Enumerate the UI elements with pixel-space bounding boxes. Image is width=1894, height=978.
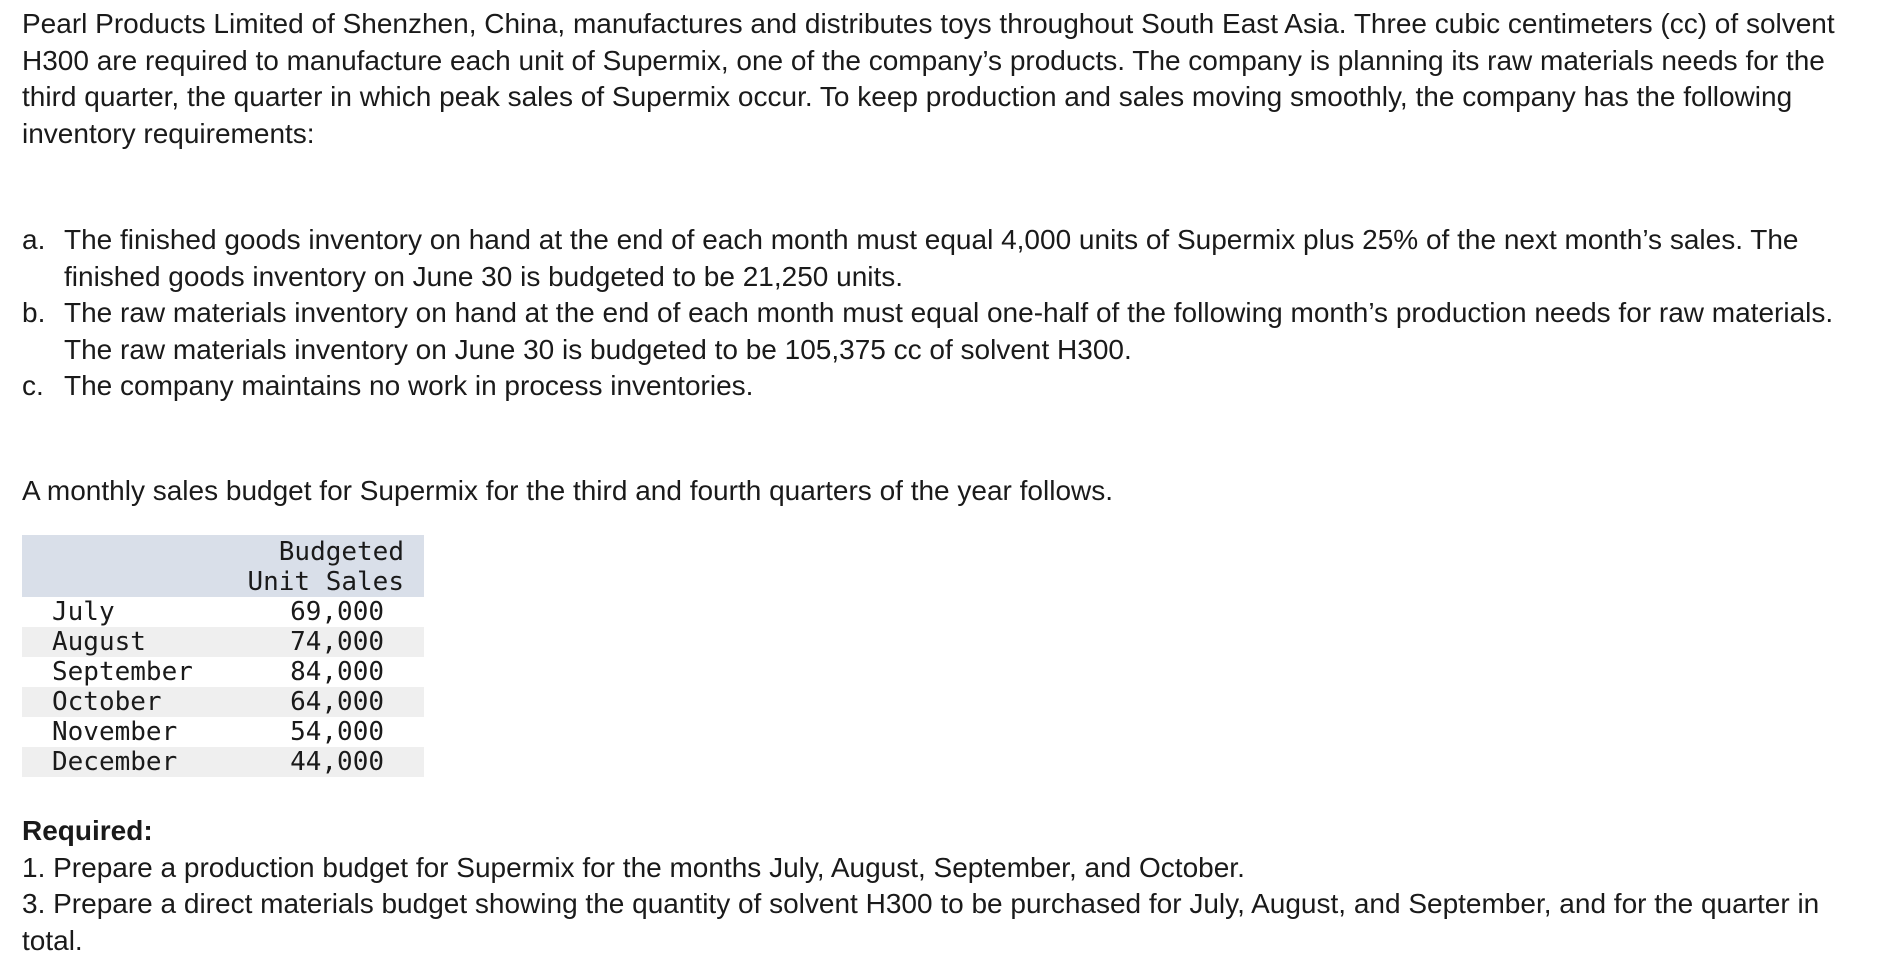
requirement-item-c — [22, 368, 1882, 405]
month-cell: December — [22, 747, 234, 777]
month-cell: October — [22, 687, 234, 717]
header-line: Budgeted — [278, 537, 404, 567]
table-row — [22, 657, 424, 687]
table-row — [22, 627, 424, 657]
value-cell: 64,000 — [234, 687, 424, 717]
table-row — [22, 687, 424, 717]
requirement-text: The finished goods inventory on hand at the end of each month must equal 4,000 units of Supermix plus 25% of the next month’s sales. The finished goods inventory on June 30 is budgeted to be 21,250 units. — [64, 224, 1799, 292]
intro-paragraph: Pearl Products Limited of Shenzhen, China, manufactures and distributes toys throughout South East Asia. Three cubic centimeters (cc) of solvent H300 are required to manufacture each unit of Supermix, one of the company’s products. The company is planning its raw materials needs for the third quarter, the quarter in which peak sales of Supermix occur. To keep production and sales moving smoothly, the company has the following inventory requirements: — [22, 8, 1835, 149]
value-cell: 74,000 — [234, 627, 424, 657]
inventory-requirements-list — [22, 222, 1882, 405]
month-cell: November — [52, 717, 178, 747]
required-item-3: 3. Prepare a direct materials budget showing the quantity of solvent H300 to be purchased for July, August, and September, and for the quarter in total. — [22, 888, 1820, 956]
month-cell: August — [22, 627, 234, 657]
value-cell: 44,000 — [234, 747, 424, 777]
requirement-marker: a. — [22, 224, 46, 255]
table-header-row — [22, 535, 424, 597]
requirement-item-b — [22, 295, 1882, 368]
month-cell: September — [52, 657, 193, 687]
requirement-text: The company maintains no work in process inventories. — [64, 370, 754, 401]
requirement-text: The raw materials inventory on hand at the end of each month must equal one-half of the following month’s production needs for raw materials. The raw materials inventory on June 30 is budgeted to be 105,375 cc of solvent H300. — [64, 297, 1834, 365]
problem-document — [22, 6, 1882, 959]
required-heading: Required: — [22, 815, 153, 846]
requirement-marker: c. — [22, 370, 44, 401]
required-section — [22, 813, 1882, 959]
month-cell: July — [52, 597, 115, 627]
table-row — [22, 717, 424, 747]
table-row — [22, 747, 424, 777]
header-line: Unit Sales — [247, 567, 404, 597]
table-header-blank — [22, 535, 234, 597]
sales-budget-intro: A monthly sales budget for Supermix for the third and fourth quarters of the year follows. — [22, 474, 1114, 506]
table-row — [22, 597, 424, 627]
requirement-marker: b. — [22, 297, 46, 328]
requirement-item-a — [22, 222, 1882, 295]
table-header-unit-sales — [234, 535, 424, 597]
sales-budget-table — [22, 535, 424, 777]
value-cell: 69,000 — [290, 597, 384, 627]
required-item-1: 1. Prepare a production budget for Supermix for the months July, August, September, and October. — [22, 851, 1245, 883]
value-cell: 84,000 — [290, 657, 384, 687]
value-cell: 54,000 — [290, 717, 384, 747]
